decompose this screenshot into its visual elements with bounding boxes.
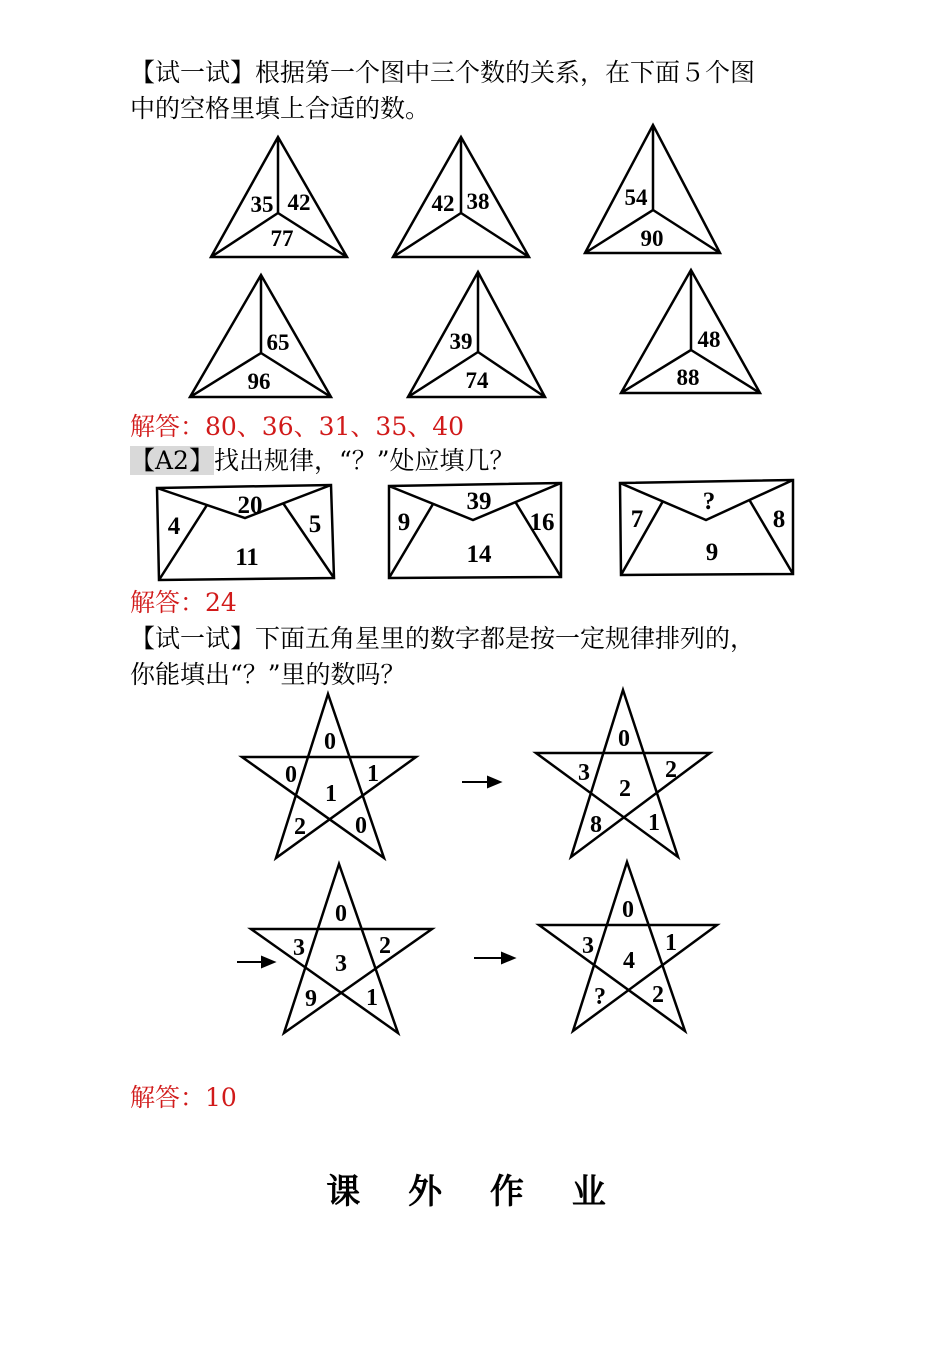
envelope-1-right: 5 xyxy=(308,511,322,538)
star-1-bottom-left: 2 xyxy=(294,814,306,840)
triangle-4-bottom: 96 xyxy=(247,369,271,394)
star-4-shape xyxy=(539,862,717,1031)
problem3-tag: 【试一试】 xyxy=(130,624,256,653)
problem1-line2: 中的空格里填上合适的数。 xyxy=(130,94,431,123)
star-4-center: 4 xyxy=(623,948,635,974)
envelope-2-top: 39 xyxy=(466,488,492,515)
right-arrow-icon xyxy=(262,957,274,967)
triangle-5-bottom: 74 xyxy=(465,368,489,393)
triangle-4-right: 65 xyxy=(266,330,290,355)
star-2-center: 2 xyxy=(619,776,631,802)
star-4-top: 0 xyxy=(622,897,634,923)
triangle-3-left: 54 xyxy=(624,185,648,210)
envelope-1-left: 4 xyxy=(167,513,181,540)
star-1-left: 0 xyxy=(285,762,297,788)
star-3-bottom-left: 9 xyxy=(305,986,317,1012)
star-3-top: 0 xyxy=(335,901,347,927)
envelope-3-top: ? xyxy=(702,488,716,515)
problem1-tag: 【试一试】 xyxy=(130,58,256,87)
triangle-1-left: 35 xyxy=(250,192,274,217)
star-2-left: 3 xyxy=(578,760,590,786)
triangle-1-bottom: 77 xyxy=(270,226,294,251)
triangle-1-right: 42 xyxy=(287,190,311,215)
star-2-shape xyxy=(536,690,710,857)
envelope-2-right: 16 xyxy=(529,509,555,536)
envelope-3-bottom: 9 xyxy=(705,539,719,566)
triangle-3-bottom: 90 xyxy=(640,226,664,251)
problem2-answer: 解答：24 xyxy=(130,588,237,617)
star-4-bottom-left: ? xyxy=(594,984,606,1010)
problem1-answer: 解答：80、36、31、35、40 xyxy=(130,412,465,441)
star-2-bottom-left: 8 xyxy=(590,812,602,838)
star-3-bottom-right: 1 xyxy=(366,985,378,1011)
homework-heading: 课 外 作 业 xyxy=(326,1172,624,1212)
envelope-3-left: 7 xyxy=(630,506,644,533)
problem3-text: 下面五角星里的数字都是按一定规律排列的， xyxy=(255,624,756,653)
envelope-1-top: 20 xyxy=(237,492,263,519)
star-1-shape xyxy=(242,694,416,858)
triangle-6-bottom: 88 xyxy=(676,365,700,390)
problem3-line2: 你能填出“？”里的数吗？ xyxy=(130,660,406,689)
triangle-2-left: 42 xyxy=(431,191,455,216)
envelope-2-left: 9 xyxy=(397,509,411,536)
star-2-right: 2 xyxy=(665,757,677,783)
star-3-left: 3 xyxy=(293,935,305,961)
right-arrow-icon xyxy=(502,953,514,963)
star-2-top: 0 xyxy=(618,726,630,752)
problem2-text: 找出规律，“？”处应填几？ xyxy=(213,446,515,475)
triangle-5-left: 39 xyxy=(449,329,473,354)
problem3-answer: 解答：10 xyxy=(130,1083,237,1112)
star-2-bottom-right: 1 xyxy=(648,810,660,836)
star-1-bottom-right: 0 xyxy=(355,813,367,839)
star-4-right: 1 xyxy=(665,930,677,956)
envelope-3-right: 8 xyxy=(772,506,786,533)
envelope-2-bottom: 14 xyxy=(466,541,492,568)
triangle-6-right: 48 xyxy=(697,327,721,352)
envelope-1-bottom: 11 xyxy=(235,544,259,571)
right-arrow-icon xyxy=(488,777,500,787)
star-4-left: 3 xyxy=(582,933,594,959)
problem1-text: 根据第一个图中三个数的关系，在下面５个图 xyxy=(255,58,756,87)
star-1-right: 1 xyxy=(367,761,379,787)
star-1-center: 1 xyxy=(325,781,337,807)
star-3-center: 3 xyxy=(335,951,347,977)
star-1-top: 0 xyxy=(324,729,336,755)
triangle-2-right: 38 xyxy=(466,189,490,214)
problem2-tag: 【A2】 xyxy=(130,446,214,475)
star-3-right: 2 xyxy=(379,933,391,959)
star-3-shape xyxy=(251,864,432,1033)
star-4-bottom-right: 2 xyxy=(652,982,664,1008)
